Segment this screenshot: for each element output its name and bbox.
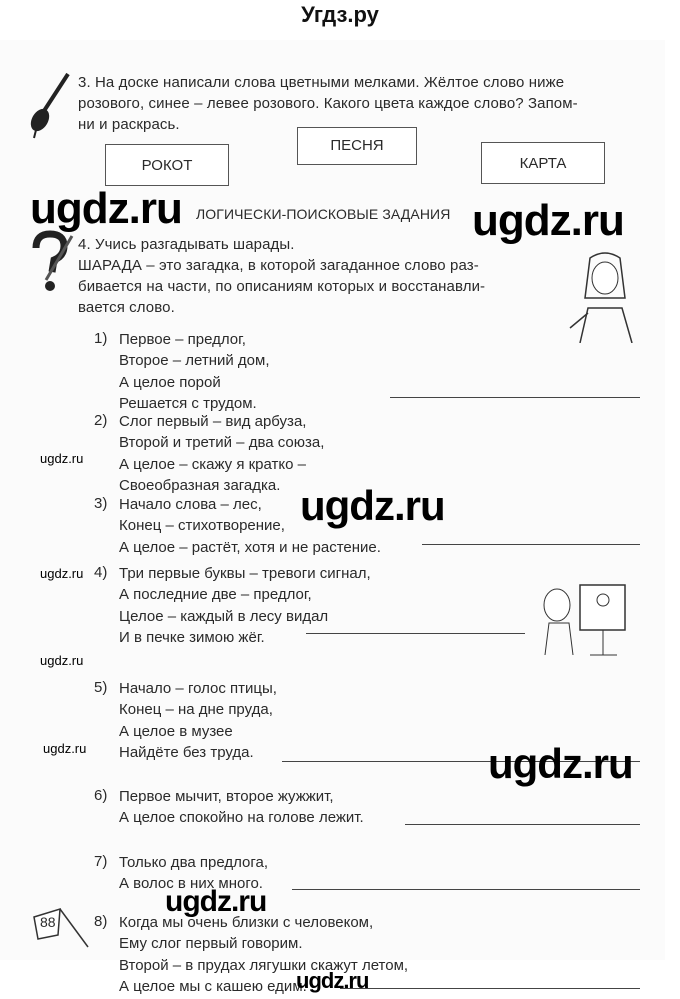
artist-illustration xyxy=(535,575,635,660)
riddle-line: Второе – летний дом, xyxy=(119,352,270,370)
definition-line: ШАРАДА – это загадка, в которой загаданное слово раз- xyxy=(78,257,479,274)
riddle-line: Начало слова – лес, xyxy=(119,496,262,513)
riddle-line: Конец – на дне пруда, xyxy=(119,701,273,719)
watermark-small: ugdz.ru xyxy=(40,566,84,581)
riddle-line: А волос в них много. xyxy=(119,875,263,893)
riddle-line: А последние две – предлог, xyxy=(119,586,312,604)
task3-line: ни и раскрась. xyxy=(78,116,180,133)
riddle-line: А целое мы с кашею едим. xyxy=(119,977,307,995)
riddle-line: А целое в музее xyxy=(119,722,233,740)
riddle-line: А целое – растёт, хотя и не растение. xyxy=(119,538,381,556)
riddle-number: 3) xyxy=(94,495,108,512)
riddle-number: 4) xyxy=(94,564,108,581)
answer-line-8[interactable] xyxy=(340,988,640,989)
definition-line: бивается на части, по описаниям которых и восстанавли- xyxy=(78,278,486,295)
answer-line-3[interactable] xyxy=(422,544,640,545)
girl-illustration xyxy=(560,248,650,343)
riddle-line: А целое спокойно на голове лежит. xyxy=(119,809,364,827)
riddle-line: Начало – голос птицы, xyxy=(119,680,277,697)
word-box-pesnya[interactable]: ПЕСНЯ xyxy=(297,127,417,165)
answer-line-7[interactable] xyxy=(292,889,640,890)
riddle-line: А целое – скажу я кратко – xyxy=(119,455,306,473)
answer-line-1[interactable] xyxy=(390,397,640,398)
riddle-line: Первое – предлог, xyxy=(119,331,246,348)
page-number: 88 xyxy=(40,914,56,930)
riddle-line: А целое порой xyxy=(119,373,221,391)
answer-line-4[interactable] xyxy=(306,633,525,634)
task4-title: 4. Учись разгадывать шарады. xyxy=(78,236,295,253)
question-pen-icon xyxy=(28,230,76,295)
section-title: ЛОГИЧЕСКИ-ПОИСКОВЫЕ ЗАДАНИЯ xyxy=(196,206,451,222)
answer-line-6[interactable] xyxy=(405,824,640,825)
watermark: ugdz.ru xyxy=(30,184,182,233)
watermark: ugdz.ru xyxy=(472,196,624,245)
task3-line: 3. На доске написали слова цветными мелками. Жёлтое слово ниже xyxy=(78,74,565,91)
watermark: ugdz.ru xyxy=(488,740,633,787)
word-box-karta[interactable]: КАРТА xyxy=(481,142,605,184)
riddle-number: 6) xyxy=(94,787,108,804)
riddle-line: Первое мычит, второе жужжит, xyxy=(119,788,334,805)
watermark-small: ugdz.ru xyxy=(40,451,84,466)
riddle-number: 2) xyxy=(94,412,108,429)
paintbrush-icon xyxy=(28,70,73,140)
riddle-number: 1) xyxy=(94,330,108,347)
task3-line: розового, синее – левее розового. Какого цвета каждое слово? Запом- xyxy=(78,95,578,112)
watermark-small: ugdz.ru xyxy=(40,653,84,668)
word-box-rokot[interactable]: РОКОТ xyxy=(105,144,229,186)
watermark-small: ugdz.ru xyxy=(43,741,87,756)
riddle-line: Второй и третий – два союза, xyxy=(119,434,325,452)
watermark: ugdz.ru xyxy=(296,968,369,993)
definition-line: вается слово. xyxy=(78,299,175,316)
watermark: ugdz.ru xyxy=(165,885,267,918)
riddle-line: Только два предлога, xyxy=(119,854,269,871)
riddle-number: 7) xyxy=(94,853,108,870)
riddle-line: Найдёте без труда. xyxy=(119,743,254,761)
riddle-line: Решается с трудом. xyxy=(119,394,257,412)
riddle-line: Ему слог первый говорим. xyxy=(119,935,303,953)
riddle-line: Когда мы очень близки с человеком, xyxy=(119,914,374,931)
riddle-line: И в печке зимою жёг. xyxy=(119,628,265,646)
riddle-number: 5) xyxy=(94,679,108,696)
riddle-line: Три первые буквы – тревоги сигнал, xyxy=(119,565,371,582)
riddle-line: Второй – в прудах лягушки скажут летом, xyxy=(119,956,409,974)
riddle-line: Конец – стихотворение, xyxy=(119,517,285,535)
watermark: ugdz.ru xyxy=(300,482,445,529)
riddle-number: 8) xyxy=(94,913,108,930)
site-header: Угдз.ру xyxy=(301,2,379,27)
riddle-line: Своеобразная загадка. xyxy=(119,476,281,494)
riddle-line: Слог первый – вид арбуза, xyxy=(119,413,307,430)
riddle-line: Целое – каждый в лесу видал xyxy=(119,607,329,625)
